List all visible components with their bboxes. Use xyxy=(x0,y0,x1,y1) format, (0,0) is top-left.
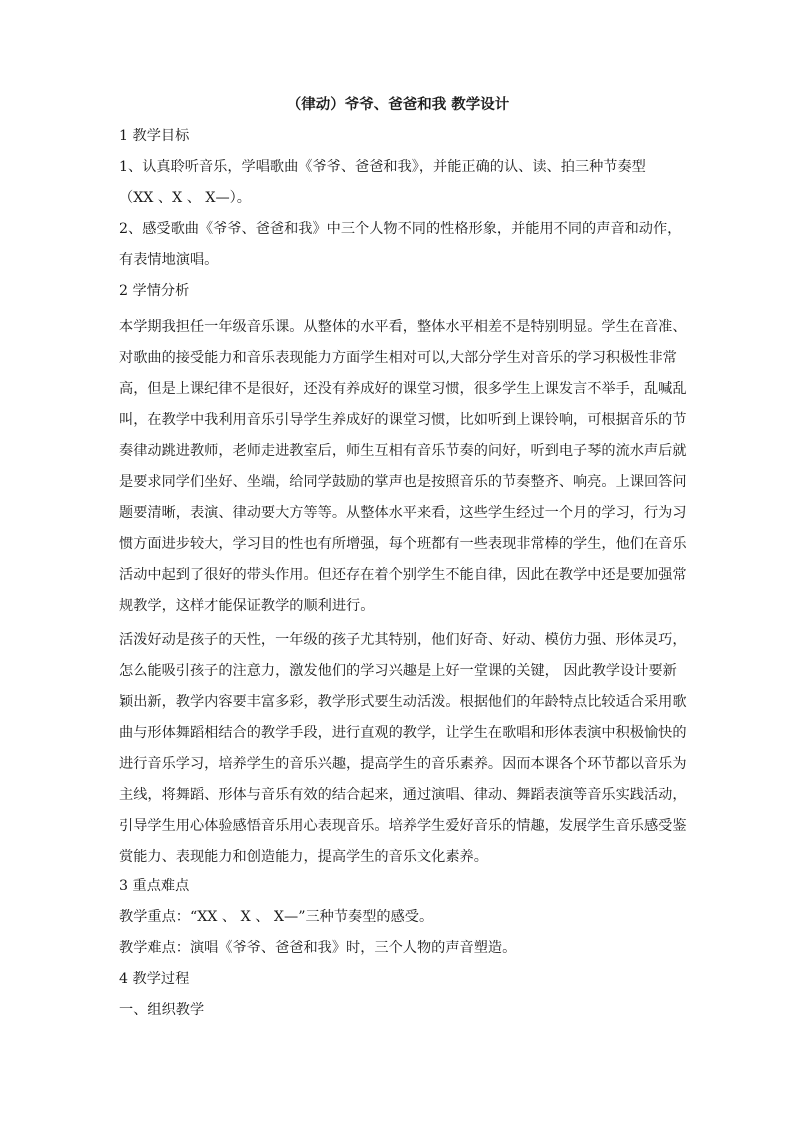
document-page xyxy=(119,96,687,1031)
paragraph-line: 惯方面进步较大，学习目的性也有所增强，每个班都有一些表现非常棒的学生，他们在音乐 xyxy=(119,536,687,552)
teaching-difficulty: 教学难点：演唱《爷爷、爸爸和我》时，三个人物的声音塑造。 xyxy=(119,940,517,956)
process-step-1: 一、组织教学 xyxy=(119,1002,205,1018)
objective-2-line-1: 2、感受歌曲《爷爷、爸爸和我》中三个人物不同的性格形象，并能用不同的声音和动作， xyxy=(119,221,682,237)
paragraph-line: 规教学，这样才能保证教学的顺利进行。 xyxy=(119,598,375,614)
paragraph-line: 对歌曲的接受能力和音乐表现能力方面学生相对可以,大部分学生对音乐的学习积极性非常 xyxy=(119,350,677,366)
paragraph-line: 曲与形体舞蹈相结合的教学手段，进行直观的教学，让学生在歌唱和形体表演中积极愉快的 xyxy=(119,725,687,741)
paragraph-line: 怎么能吸引孩子的注意力，激发他们的学习兴趣是上好一堂课的关键， 因此教学设计要新 xyxy=(119,663,677,679)
paragraph-line: 题要清晰，表演、律动要大方等等。从整体水平来看，这些学生经过一个月的学习，行为习 xyxy=(119,505,687,521)
paragraph-line: 活动中起到了很好的带头作用。但还存在着个别学生不能自律，因此在教学中还是要加强常 xyxy=(119,567,687,583)
paragraph-line: 进行音乐学习，培养学生的音乐兴趣，提高学生的音乐素养。因而本课各个环节都以音乐为 xyxy=(119,756,687,772)
paragraph-line: 高，但是上课纪律不是很好，还没有养成好的课堂习惯，很多学生上课发言不举手，乱喊乱 xyxy=(119,381,687,397)
objective-1-line-1: 1、认真聆听音乐，学唱歌曲《爷爷、爸爸和我》，并能正确的认、读、拍三种节奏型 xyxy=(119,159,646,175)
paragraph-line: 是要求同学们坐好、坐端，给同学鼓励的掌声也是按照音乐的节奏整齐、响亮。上课回答问 xyxy=(119,474,687,490)
paragraph-line: 主线，将舞蹈、形体与音乐有效的结合起来，通过演唱、律动、舞蹈表演等音乐实践活动， xyxy=(119,787,687,803)
section-heading-analysis: 2 学情分析 xyxy=(119,283,190,299)
objective-2-line-2: 有表情地演唱。 xyxy=(119,252,219,268)
paragraph-line: 引导学生用心体验感悟音乐用心表现音乐。培养学生爱好音乐的情趣，发展学生音乐感受鉴 xyxy=(119,818,687,834)
section-heading-key-points: 3 重点难点 xyxy=(119,878,190,894)
section-heading-objectives: 1 教学目标 xyxy=(119,128,190,144)
teaching-key-point: 教学重点：“XX 、 X 、 X—”三种节奏型的感受。 xyxy=(119,909,434,925)
paragraph-line: 奏律动跳进教师，老师走进教室后，师生互相有音乐节奏的问好，听到电子琴的流水声后就 xyxy=(119,443,687,459)
document-title: （律动）爷爷、爸爸和我 教学设计 xyxy=(286,96,510,113)
paragraph-line: 叫，在教学中我利用音乐引导学生养成好的课堂习惯，比如听到上课铃响，可根据音乐的节 xyxy=(119,412,687,428)
section-heading-process: 4 教学过程 xyxy=(119,971,190,987)
paragraph-line: 赏能力、表现能力和创造能力，提高学生的音乐文化素养。 xyxy=(119,849,488,865)
analysis-paragraph-2 xyxy=(119,625,687,873)
analysis-paragraph-1 xyxy=(119,312,687,622)
paragraph-line: 活泼好动是孩子的天性，一年级的孩子尤其特别，他们好奇、好动、模仿力强、形体灵巧， xyxy=(119,632,687,648)
paragraph-line: 颖出新，教学内容要丰富多彩，教学形式要生动活泼。根据他们的年龄特点比较适合采用歌 xyxy=(119,694,687,710)
objective-1-line-2: （XX 、X 、 X—）。 xyxy=(119,190,251,206)
paragraph-line: 本学期我担任一年级音乐课。从整体的水平看，整体水平相差不是特别明显。学生在音准、 xyxy=(119,319,687,335)
